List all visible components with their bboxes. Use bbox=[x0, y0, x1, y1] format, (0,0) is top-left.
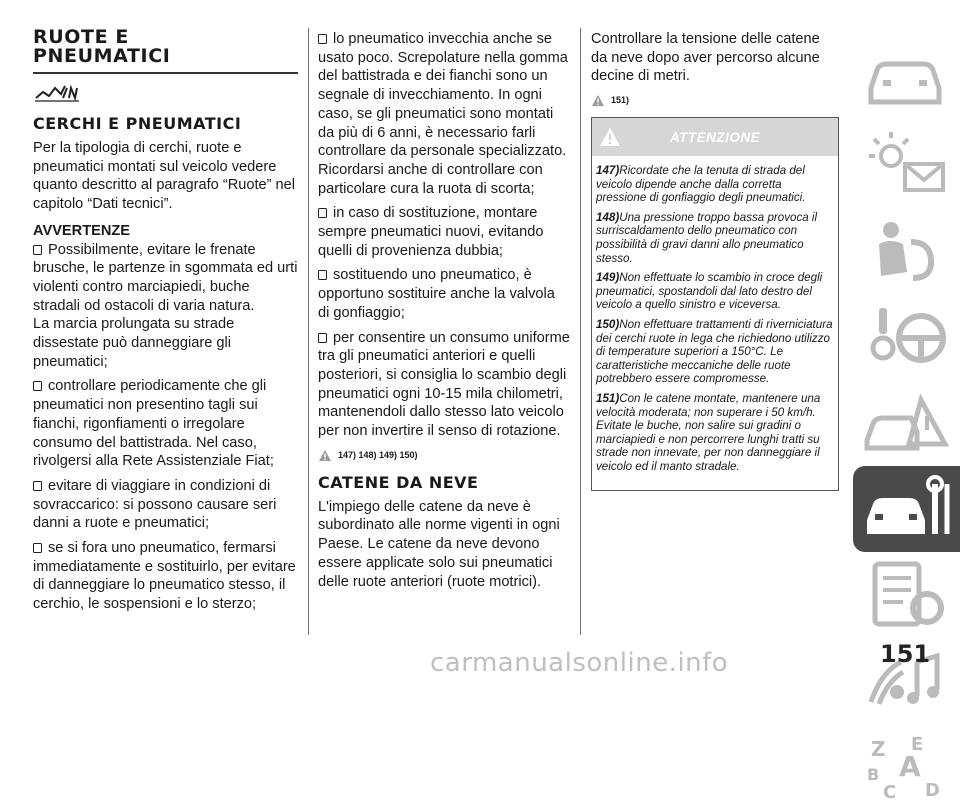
emergency-car-icon bbox=[861, 384, 953, 460]
warning-box-title: ATTENZIONE bbox=[669, 130, 761, 146]
list-item bbox=[318, 329, 570, 441]
warning-note bbox=[596, 318, 834, 386]
car-maintenance-icon bbox=[861, 470, 953, 546]
list-item-text: per consentire un consumo uniforme tra gli pneumatici anteriori e quelli posteriori, si consiglia lo scambio degli pneumatici ogni 10-15 mila chilometri, mantenendoli dallo stesso lato veicolo per non invertire il senso di rotazione. bbox=[318, 329, 570, 440]
list-item-text: se si fora uno pneumatico, fermarsi immediatamente e sostituirlo, per evitare di danneggiare lo pneumatico stesso, il cerchio, le sospensioni e lo sterzo; bbox=[33, 540, 296, 613]
list-item-text: in caso di sostituzione, montare sempre pneumatici nuovi, evitando quelli di provenienza dubbia; bbox=[318, 205, 544, 259]
warning-note-number: 151) bbox=[596, 392, 620, 406]
safety-airbag-icon bbox=[861, 212, 953, 288]
svg-text:B: B bbox=[867, 765, 880, 784]
chapter-tab[interactable] bbox=[853, 294, 960, 380]
svg-text:A: A bbox=[899, 750, 921, 783]
chapter-tab[interactable] bbox=[853, 122, 960, 208]
column-middle bbox=[318, 28, 570, 591]
watermark: carmanualsonline.info bbox=[430, 648, 729, 678]
car-dashboard-icon bbox=[861, 40, 953, 116]
bullet-icon bbox=[33, 245, 42, 255]
warning-note bbox=[596, 164, 834, 205]
note-references-text: 151) bbox=[611, 95, 630, 106]
chains-tension-paragraph: Controllare la tensione delle catene da neve dopo aver percorso alcune decine di metri. bbox=[591, 31, 820, 85]
car-wheel-signature-icon bbox=[33, 82, 81, 104]
warning-note bbox=[596, 271, 834, 312]
warning-box bbox=[591, 117, 839, 490]
alphabetical-index-icon bbox=[861, 728, 953, 804]
section-title-line1: RUOTE E bbox=[33, 26, 129, 48]
chapter-tab[interactable] bbox=[853, 36, 960, 122]
list-item bbox=[33, 539, 298, 614]
chapter-tab[interactable] bbox=[853, 380, 960, 466]
warning-note-text: Ricordate che la tenuta di strada del veicolo dipende anche dalla corretta pressione di gonfiaggio degli pneumatici. bbox=[596, 164, 806, 205]
section-title-line2: PNEUMATICI bbox=[33, 45, 171, 67]
chapter-tab[interactable] bbox=[853, 724, 960, 810]
list-item-text: controllare periodicamente che gli pneumatici non presentino tagli sui fianchi, rigonfiamenti o irregolare consumo del battistrada. Nel caso, rivolgersi alla Rete Assistenziale Fiat; bbox=[33, 378, 274, 470]
warning-notes bbox=[592, 156, 838, 489]
chapter-tabs bbox=[853, 36, 960, 810]
warning-note-text: Una pressione troppo bassa provoca il surriscaldamento dello pneumatico con possibilità di gravi danni allo pneumatico stesso. bbox=[596, 210, 818, 265]
warning-note-text: Non effettuate lo scambio in croce degli pneumatici, spostandoli dal lato destro del veicolo a quello sinistro e viceversa. bbox=[596, 271, 823, 312]
warning-note bbox=[596, 211, 834, 265]
bullet-icon bbox=[33, 543, 42, 553]
bullet-icon bbox=[318, 270, 327, 280]
chains-paragraph: L'impiego delle catene da neve è subordinato alle norme vigenti in ogni Paese. Le catene da neve devono essere applicate solo sui pneumatici delle ruote anteriori (ruote motrici). bbox=[318, 498, 560, 590]
warning-note bbox=[596, 392, 834, 474]
list-item bbox=[318, 30, 570, 198]
list-item bbox=[318, 204, 570, 260]
warning-note-number: 147) bbox=[596, 164, 620, 178]
column-divider bbox=[308, 28, 309, 635]
list-item bbox=[33, 477, 298, 533]
svg-text:C: C bbox=[883, 782, 897, 803]
chapter-tab[interactable] bbox=[853, 552, 960, 638]
note-references bbox=[591, 94, 839, 107]
column-divider bbox=[580, 28, 581, 635]
subsection-title: CATENE DA NEVE bbox=[318, 472, 479, 492]
title-rule bbox=[33, 72, 298, 74]
bullet-icon bbox=[318, 34, 327, 44]
list-item bbox=[33, 241, 298, 316]
technical-data-icon bbox=[861, 556, 953, 632]
list-item-text: Possibilmente, evitare le frenate brusche, le partenze in sgommata ed urti violenti contro marciapiedi, buche stradali od ostacoli di varia natura. bbox=[33, 241, 298, 314]
chapter-tab[interactable] bbox=[853, 208, 960, 294]
svg-text:E: E bbox=[911, 734, 924, 755]
svg-text:D: D bbox=[925, 780, 940, 801]
warning-box-header bbox=[592, 118, 838, 156]
list-item-text: sostituendo uno pneumatico, è opportuno sostituire anche la valvola di gonfiaggio; bbox=[318, 267, 555, 321]
warning-note-number: 150) bbox=[596, 318, 620, 332]
bullet-icon bbox=[318, 208, 327, 218]
note-references-text: 147) 148) 149) 150) bbox=[338, 449, 418, 460]
bullet-icon bbox=[318, 333, 327, 343]
warning-note-text: Non effettuare trattamenti di riverniciatura dei cerchi ruote in lega che richiedono utilizzo di temperature superiori a 150°C. Le caratteristiche meccaniche delle ruote potrebbero essere compromesse. bbox=[596, 318, 833, 386]
steering-key-icon bbox=[861, 298, 953, 374]
list-item bbox=[33, 377, 298, 471]
intro-paragraph: Per la tipologia di cerchi, ruote e pneumatici montati sul veicolo vedere quanto descritto al paragrafo “Ruote” nel capitolo “Dati tecnici”. bbox=[33, 140, 296, 213]
warning-note-number: 149) bbox=[596, 271, 620, 285]
warning-lights-icon bbox=[861, 126, 953, 202]
list-item bbox=[318, 266, 570, 322]
column-left bbox=[33, 28, 298, 614]
list-item-continuation: La marcia prolungata su strade dissestate può danneggiare gli pneumatici; bbox=[33, 316, 235, 370]
warning-triangle-icon bbox=[318, 449, 332, 462]
note-references bbox=[318, 449, 570, 462]
warning-note-text: Con le catene montate, mantenere una velocità moderata; non superare i 50 km/h. Evitate le buche, non salire sui gradini o marciapiedi e non percorrere lunghi tratti su strade non innevate, per non danneggiare il veicolo ed il manto stradale. bbox=[596, 392, 821, 473]
bullet-icon bbox=[33, 381, 42, 391]
warning-triangle-icon bbox=[591, 94, 605, 107]
chapter-tab[interactable] bbox=[853, 466, 960, 552]
list-item-text: evitare di viaggiare in condizioni di sovraccarico: si possono causare seri danni a ruote e pneumatici; bbox=[33, 477, 277, 532]
list-item-text: lo pneumatico invecchia anche se usato poco. Screpolature nella gomma del battistrada e dei fianchi sono un segnale di invecchiamento. In ogni caso, se gli pneumatici sono montati da più di 6 anni, è necessario farli controllare da personale specializzato. Ricordarsi anche di controllare con particolare cura la ruota di scorta; bbox=[318, 31, 568, 197]
warnings-heading: AVVERTENZE bbox=[33, 222, 131, 239]
subsection-title: CERCHI E PNEUMATICI bbox=[33, 114, 242, 133]
page-number: 151 bbox=[880, 640, 931, 668]
section-title bbox=[33, 28, 298, 66]
bullet-icon bbox=[33, 481, 42, 491]
column-right bbox=[591, 28, 839, 491]
warning-note-number: 148) bbox=[596, 210, 620, 224]
svg-text:Z: Z bbox=[871, 737, 886, 761]
